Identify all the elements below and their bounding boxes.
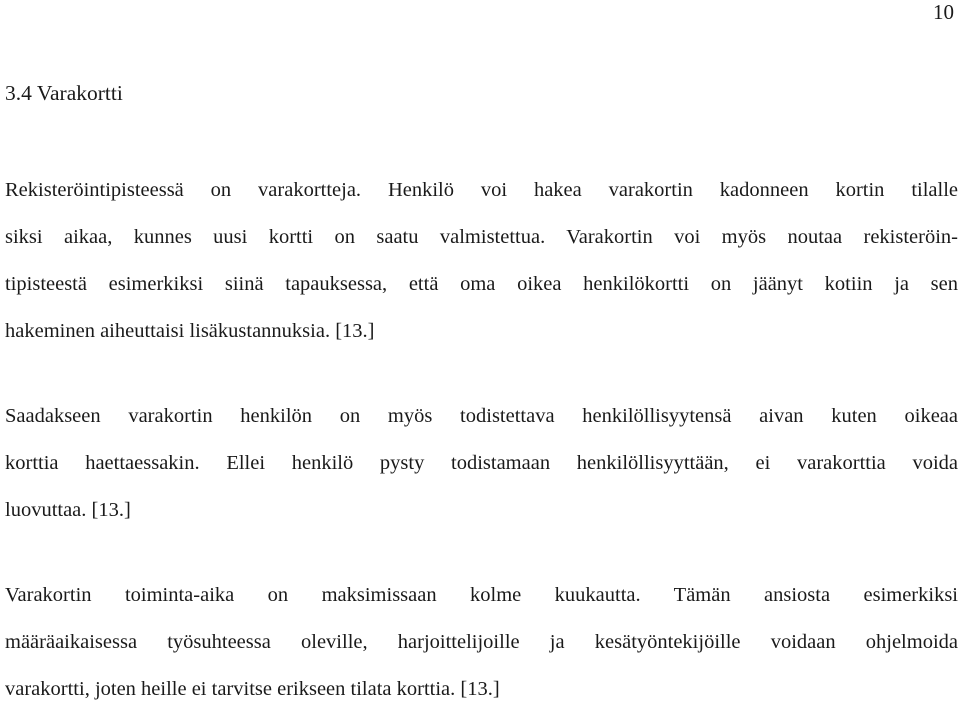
paragraph-line: varakortti, joten heille ei tarvitse erikseen tilata korttia. [13.] xyxy=(5,678,500,700)
paragraph-1 xyxy=(5,167,958,355)
paragraph-2 xyxy=(5,393,958,534)
paragraph-line: siksi aikaa, kunnes uusi kortti on saatu valmistettua. Varakortin voi myös noutaa rekisteröin- xyxy=(5,226,958,248)
paragraph-line: Varakortin toiminta-aika on maksimissaan kolme kuukautta. Tämän ansiosta esimerkiksi xyxy=(5,584,958,606)
section-heading: 3.4 Varakortti xyxy=(5,81,123,105)
paragraph-3 xyxy=(5,572,958,713)
paragraph-line: Rekisteröintipisteessä on varakortteja. Henkilö voi hakea varakortin kadonneen kortin tilalle xyxy=(5,179,958,201)
page-number: 10 xyxy=(933,0,954,24)
paragraph-line: Saadakseen varakortin henkilön on myös todistettava henkilöllisyytensä aivan kuten oikeaa xyxy=(5,405,958,427)
paragraph-line: tipisteestä esimerkiksi siinä tapauksessa, että oma oikea henkilökortti on jäänyt kotiin ja sen xyxy=(5,273,958,295)
paragraph-line: luovuttaa. [13.] xyxy=(5,499,131,521)
paragraph-line: korttia haettaessakin. Ellei henkilö pysty todistamaan henkilöllisyyttään, ei varakorttia voida xyxy=(5,452,958,474)
paragraph-line: hakeminen aiheuttaisi lisäkustannuksia. [13.] xyxy=(5,320,375,342)
paragraph-line: määräaikaisessa työsuhteessa oleville, harjoittelijoille ja kesätyöntekijöille voidaan ohjelmoida xyxy=(5,631,958,653)
